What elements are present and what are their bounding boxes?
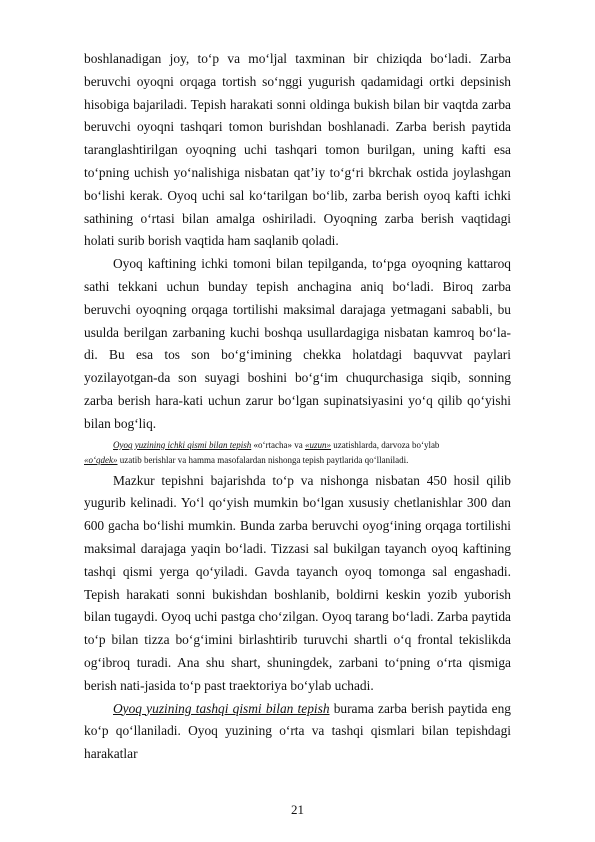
link-outer-instep[interactable]: Oyoq yuzining tashqi qismi bilan tepish: [113, 700, 330, 716]
paragraph-kick-technique: boshlanadigan joy, to‘p va mo‘ljal taxminan bir chiziqda bo‘ladi. Zarba beruvchi oyoqni orqaga tortish so‘nggi yugurish qadamidagi ortki depsinish hisobiga bajariladi. Tepish harakati sonni oldinga bukish bilan bir vaqtda zarba beruvchi oyoqni tashqari tomon burishdan boshlanadi. Zarba berish paytida taranglashtirilgan oyoqning uchi tashqari tomon burilgan, uning kafti esa to‘pning uchish yo‘nalishiga nisbatan qat’iy to‘g‘ri bkrchak ostida joylashgan bo‘lishi kerak. Oyoq uchi sal ko‘tarilgan bo‘lib, zarba berish oyoq kafti ichki sathining o‘rtasi bilan amalga oshiriladi. Oyoqning zarba berish vaqtidagi holati surib borish vaqtida ham saqlanib qoladi.: [84, 51, 511, 249]
note-link-inner-instep[interactable]: Oyoq yuzining ichki qismi bilan tepish: [113, 439, 252, 450]
note-text-tail2: uzatib berishlar va hamma masofalardan nishonga tepish paytlarida qo‘llaniladi.: [117, 454, 409, 465]
footnote-usage: [84, 438, 511, 468]
document-page: [84, 48, 511, 766]
paragraph-instep-kick: Mazkur tepishni bajarishda to‘p va nishonga nisbatan 450 hosil qilib yugurib kelinadi. Yo‘l qo‘yish mumkin bo‘lgan xususiy chetlanishlar 300 dan 600 gacha bo‘lishi mumkin. Bunda zarba beruvchi oyog‘ining orqaga tortilishi maksimal darajaga yaqin bo‘ladi. Tizzasi sal bukilgan tayanch oyoq kaftining tashqi qismi yerga qo‘yiladi. Gavda tayanch oyoq tomonga sal engashadi. Tepish harakati sonni bukishdan boshlanib, boldirni keskin yozib yuborish bilan tugaydi. Oyoq uchi pastga cho‘zilgan. Oyoq tarang bo‘ladi. Zarba paytida to‘p bilan tizza bo‘g‘imini birlashtirib turuvchi shartli o‘q frontal tekislikda og‘ibroq turadi. Ana shu shart, shuningdek, zarbani to‘pning o‘rta qismiga berish nati-jasida to‘p past traektoriya bo‘ylab uchadi.: [84, 472, 511, 693]
note-text-tail: uzatishlarda, darvoza bo‘ylab: [330, 439, 440, 450]
paragraph-inner-foot-kick: Oyoq kaftining ichki tomoni bilan tepilganda, to‘pga oyoqning kattaroq sathi tekkani uchun bunday tepish anchagina aniq bo‘ladi. Biroq zarba beruvchi oyoqning orqaga tortilishi maksimal darajaga yetmagani sababli, bu usulda berilgan zarbaning kuchi boshqa usullardagiga nisbatan kamroq bo‘la-di. Bu esa tos son bo‘g‘imining chekka holatdagi baquvvat paylari yozilayotgan-da son suyagi boshini bo‘g‘im chuqurchasiga siqib, sonning zarba berish hara-kati uchun zarur bo‘lgan supinatsiyasini yo‘q qilib qo‘yishi bilan bog‘liq.: [84, 256, 511, 431]
paragraph-outer-instep-text: burama zarba berish paytida eng ko‘p qo‘llaniladi. Oyoq yuzining o‘rta va tashqi qismlari bilan tepishdagi harakatlar: [84, 700, 511, 762]
note-link-arrow[interactable]: «o‘qdek»: [84, 454, 118, 465]
page-number: 21: [291, 802, 304, 817]
note-text-mid: «o‘rtacha» va: [251, 439, 305, 450]
note-link-long[interactable]: «uzun»: [304, 439, 331, 450]
paragraph-outer-instep-kick: [84, 698, 511, 766]
